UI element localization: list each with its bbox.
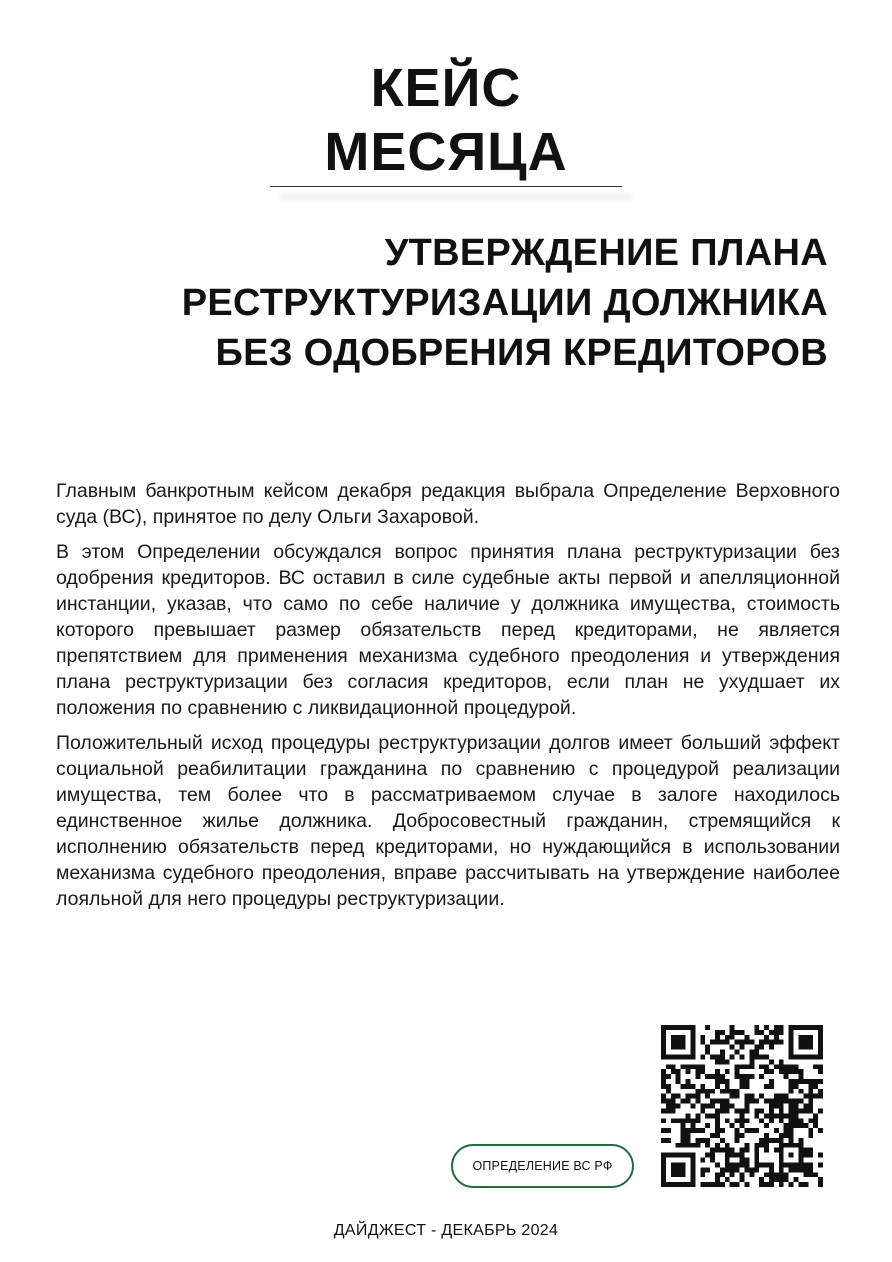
paragraph-3: Положительный исход процедуры реструктуризации долгов имеет больший эффект социальной реабилитации гражданина по сравнению с процедурой реализации имущества, тем более что в рассматриваемом случае в залоге находилось единственное жилье должника. Добросовестный гражданин, стремящийся к исполнению обязательств перед кредиторами, но нуждающийся в использовании механизма судебного преодоления, вправе рассчитывать на утверждение наиболее лояльной для него процедуры реструктуризации. (56, 732, 840, 910)
paragraph-1: Главным банкротным кейсом декабря редакция выбрала Определение Верховного суда (ВС), принятое по делу Ольги Захаровой. (56, 480, 840, 528)
page-title-line-2: МЕСЯЦА (324, 122, 568, 182)
headline-line-2: РЕСТРУКТУРИЗАЦИИ ДОЛЖНИКА (181, 282, 828, 324)
page-title (0, 56, 892, 184)
title-divider-shadow (280, 194, 632, 204)
article-body (56, 478, 840, 921)
headline-line-1: УТВЕРЖДЕНИЕ ПЛАНА (384, 232, 828, 274)
headline-line-3: БЕЗ ОДОБРЕНИЯ КРЕДИТОРОВ (215, 332, 828, 374)
footer-digest-label: ДАЙДЖЕСТ - ДЕКАБРЬ 2024 (333, 1222, 559, 1239)
title-divider (270, 186, 622, 187)
case-headline (48, 228, 828, 378)
paragraph-2: В этом Определении обсуждался вопрос принятия плана реструктуризации без одобрения кредиторов. ВС оставил в силе судебные акты первой и апелляционной инстанции, указав, что само по себе наличие у должника имущества, стоимость которого превышает размер обязательств перед кредиторами, не является препятствием для применения механизма судебного преодоления и утверждения плана реструктуризации без согласия кредиторов, если план не ухудшает их положения по сравнению с ликвидационной процедурой. (56, 541, 840, 719)
court-ruling-link-button[interactable]: ОПРЕДЕЛЕНИЕ ВС РФ (451, 1144, 634, 1188)
qr-code-icon[interactable] (661, 1025, 823, 1187)
page-title-line-1: КЕЙС (370, 58, 522, 118)
